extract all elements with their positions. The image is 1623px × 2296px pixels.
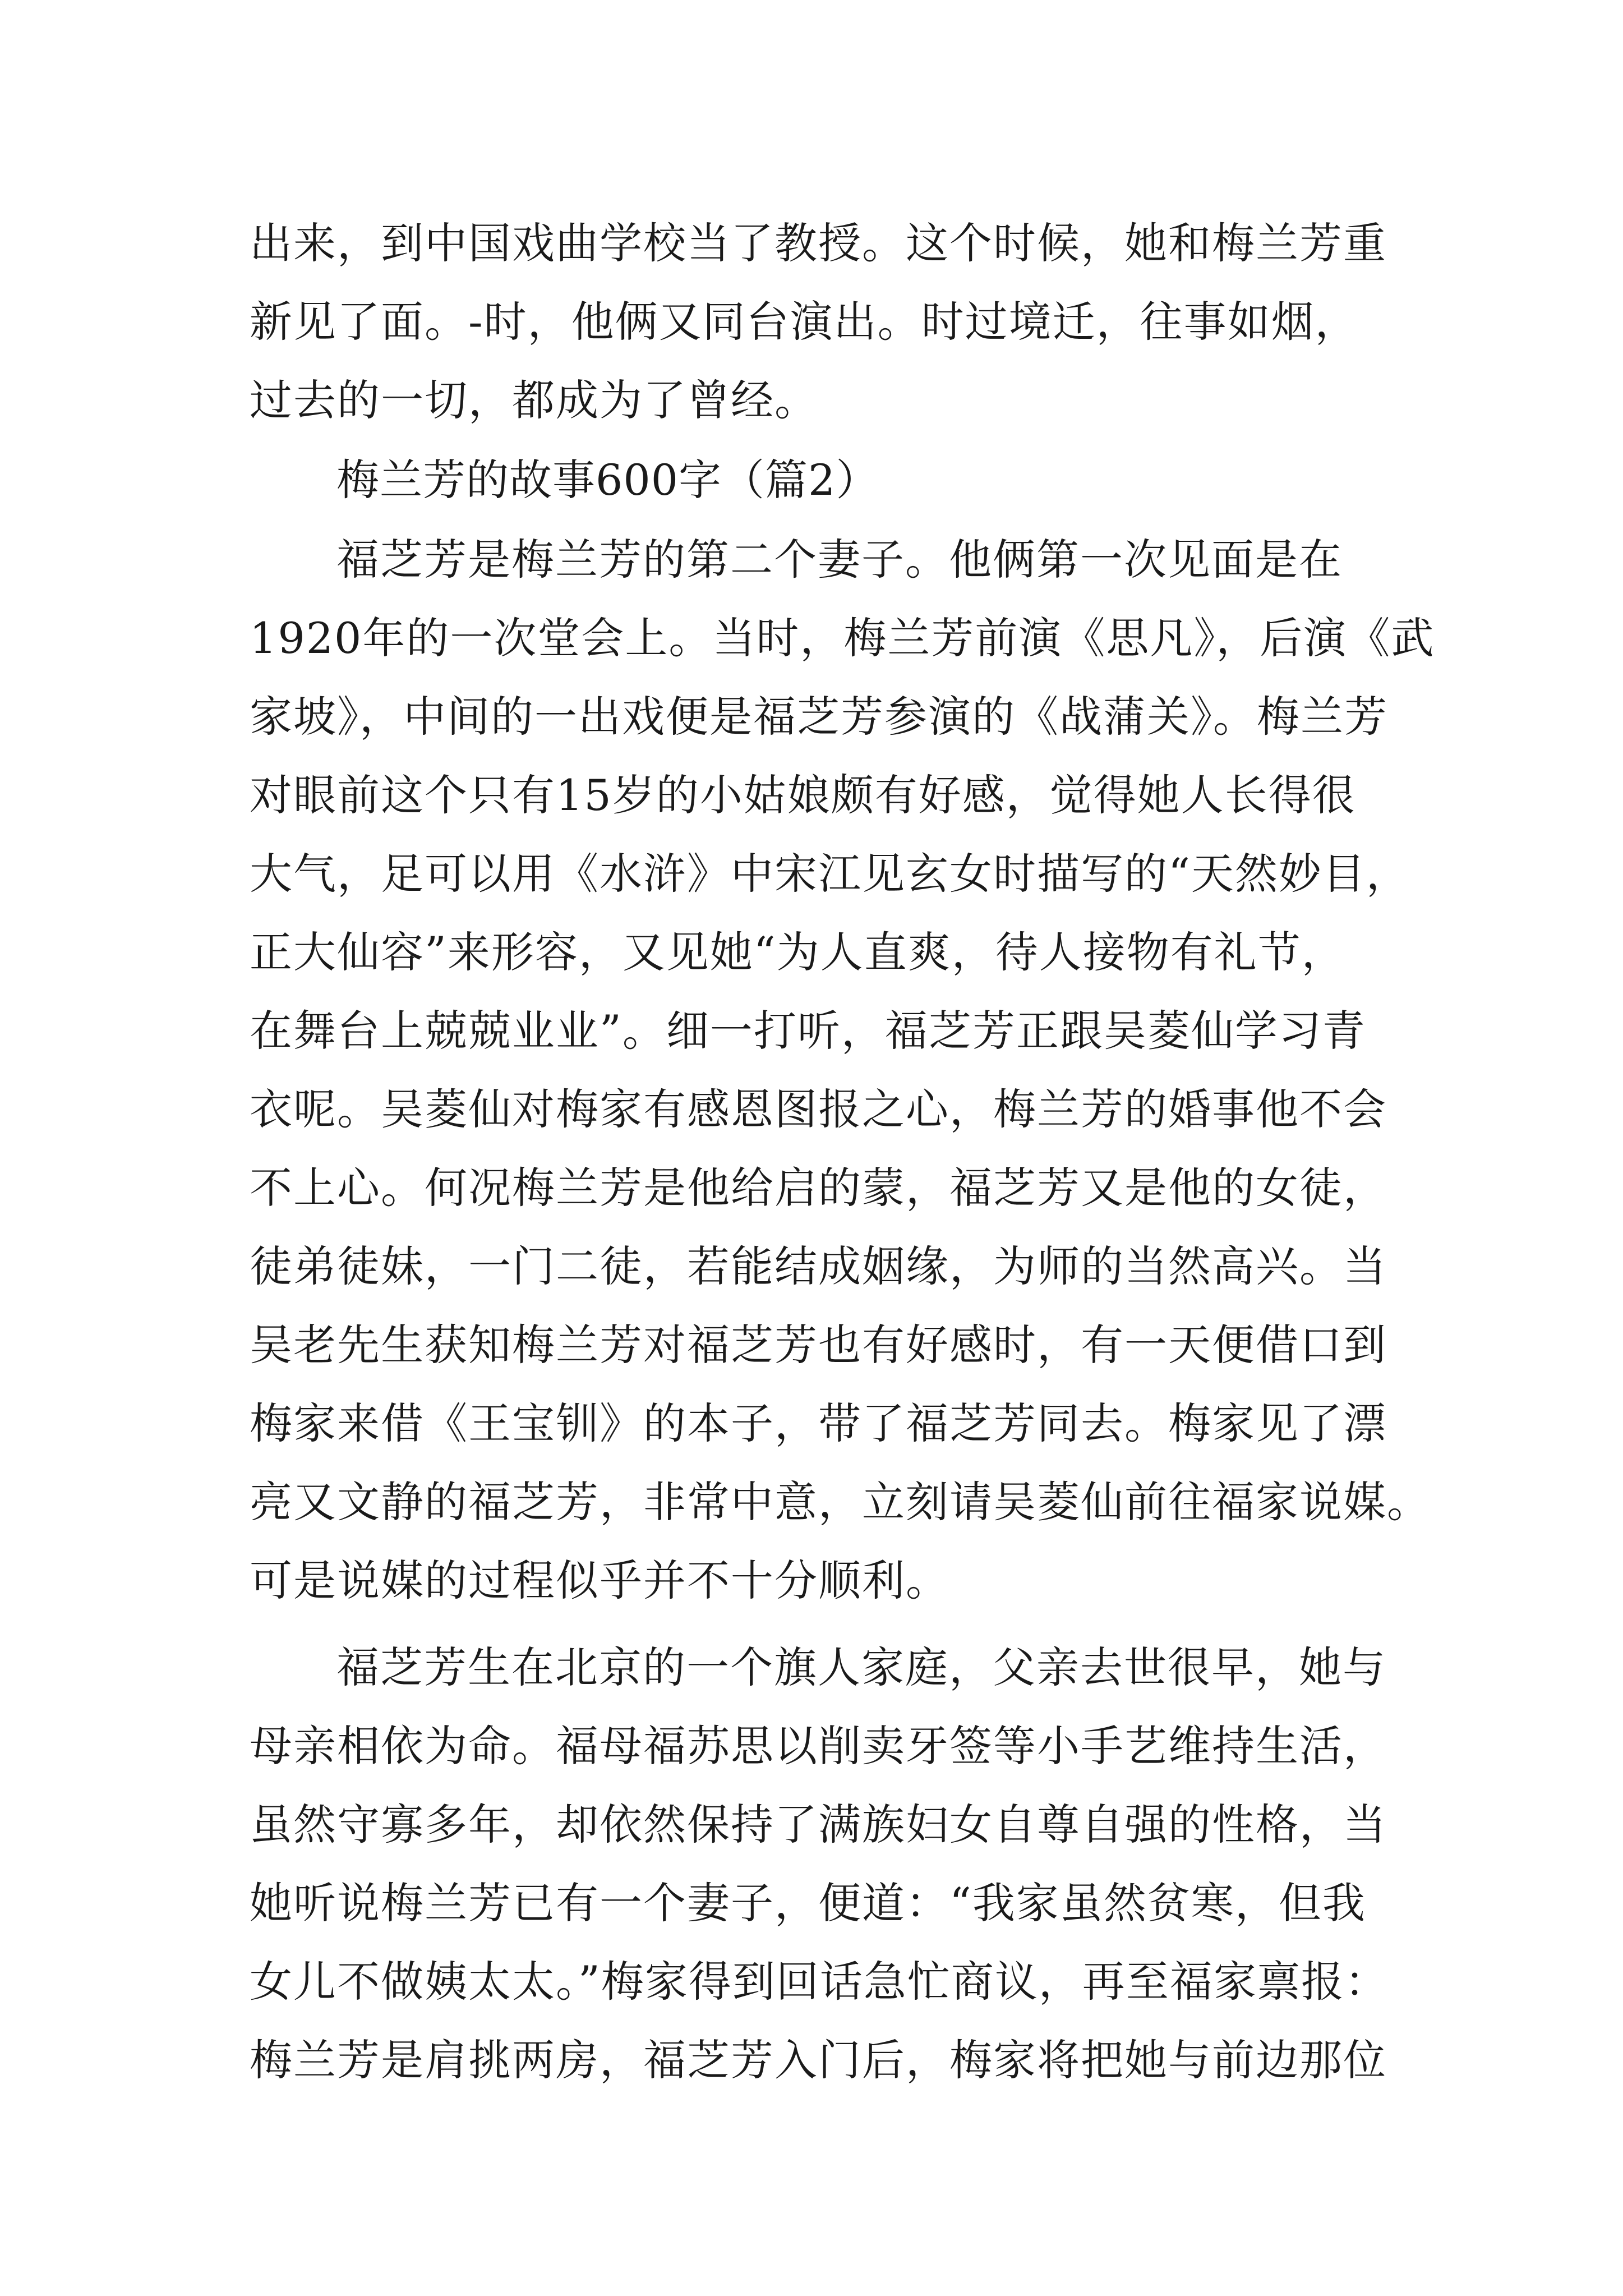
text-line: 女儿不做姨太太。”梅家得到回话急忙商议，再至福家禀报： bbox=[250, 1957, 1389, 2007]
text-line: 福芝芳生在北京的一个旗人家庭，父亲去世很早，她与 bbox=[336, 1642, 1386, 1692]
section-heading: 梅兰芳的故事600字（篇2） bbox=[336, 455, 879, 505]
text-line: 可是说媒的过程似乎并不十分顺利。 bbox=[250, 1556, 949, 1605]
text-line: 梅兰芳是肩挑两房，福芝芳入门后，梅家将把她与前边那位 bbox=[250, 2035, 1387, 2085]
text-line: 虽然守寡多年，却依然保持了满族妇女自尊自强的性格，当 bbox=[250, 1800, 1387, 1849]
text-line: 梅家来借《王宝钏》的本子，带了福芝芳同去。梅家见了漂 bbox=[250, 1398, 1387, 1448]
text-line: 对眼前这个只有15岁的小姑娘颇有好感，觉得她人长得很 bbox=[250, 770, 1356, 820]
text-line: 正大仙容”来形容，又见她“为人直爽，待人接物有礼节， bbox=[250, 927, 1345, 977]
text-line: 在舞台上兢兢业业”。细一打听，福芝芳正跟吴菱仙学习青 bbox=[250, 1006, 1366, 1056]
text-line: 过去的一切，都成为了曾经。 bbox=[250, 375, 818, 425]
text-line: 新见了面。-时，他俩又同台演出。时过境迁，往事如烟， bbox=[250, 297, 1359, 347]
text-line: 福芝芳是梅兰芳的第二个妻子。他俩第一次见面是在 bbox=[336, 535, 1343, 585]
text-line: 徒弟徒妹，一门二徒，若能结成姻缘，为师的当然高兴。当 bbox=[250, 1241, 1387, 1291]
text-line: 出来，到中国戏曲学校当了教授。这个时候，她和梅兰芳重 bbox=[250, 218, 1387, 268]
text-line: 亮又文静的福芝芳，非常中意，立刻请吴菱仙前往福家说媒。 bbox=[250, 1477, 1431, 1527]
text-line: 吴老先生获知梅兰芳对福芝芳也有好感时，有一天便借口到 bbox=[250, 1320, 1387, 1370]
text-line: 不上心。何况梅兰芳是他给启的蒙，福芝芳又是他的女徒， bbox=[250, 1163, 1387, 1213]
text-line: 1920年的一次堂会上。当时，梅兰芳前演《思凡》，后演《武 bbox=[250, 613, 1435, 663]
text-line: 她听说梅兰芳已有一个妻子，便道：“我家虽然贫寒，但我 bbox=[250, 1878, 1366, 1928]
text-line: 母亲相依为命。福母福苏思以削卖牙签等小手艺维持生活， bbox=[250, 1721, 1387, 1771]
text-line: 大气，足可以用《水浒》中宋江见玄女时描写的“天然妙目， bbox=[250, 849, 1410, 899]
text-line: 衣呢。吴菱仙对梅家有感恩图报之心，梅兰芳的婚事他不会 bbox=[250, 1084, 1387, 1134]
text-line: 家坡》，中间的一出戏便是福芝芳参演的《战蒲关》。梅兰芳 bbox=[250, 692, 1388, 742]
